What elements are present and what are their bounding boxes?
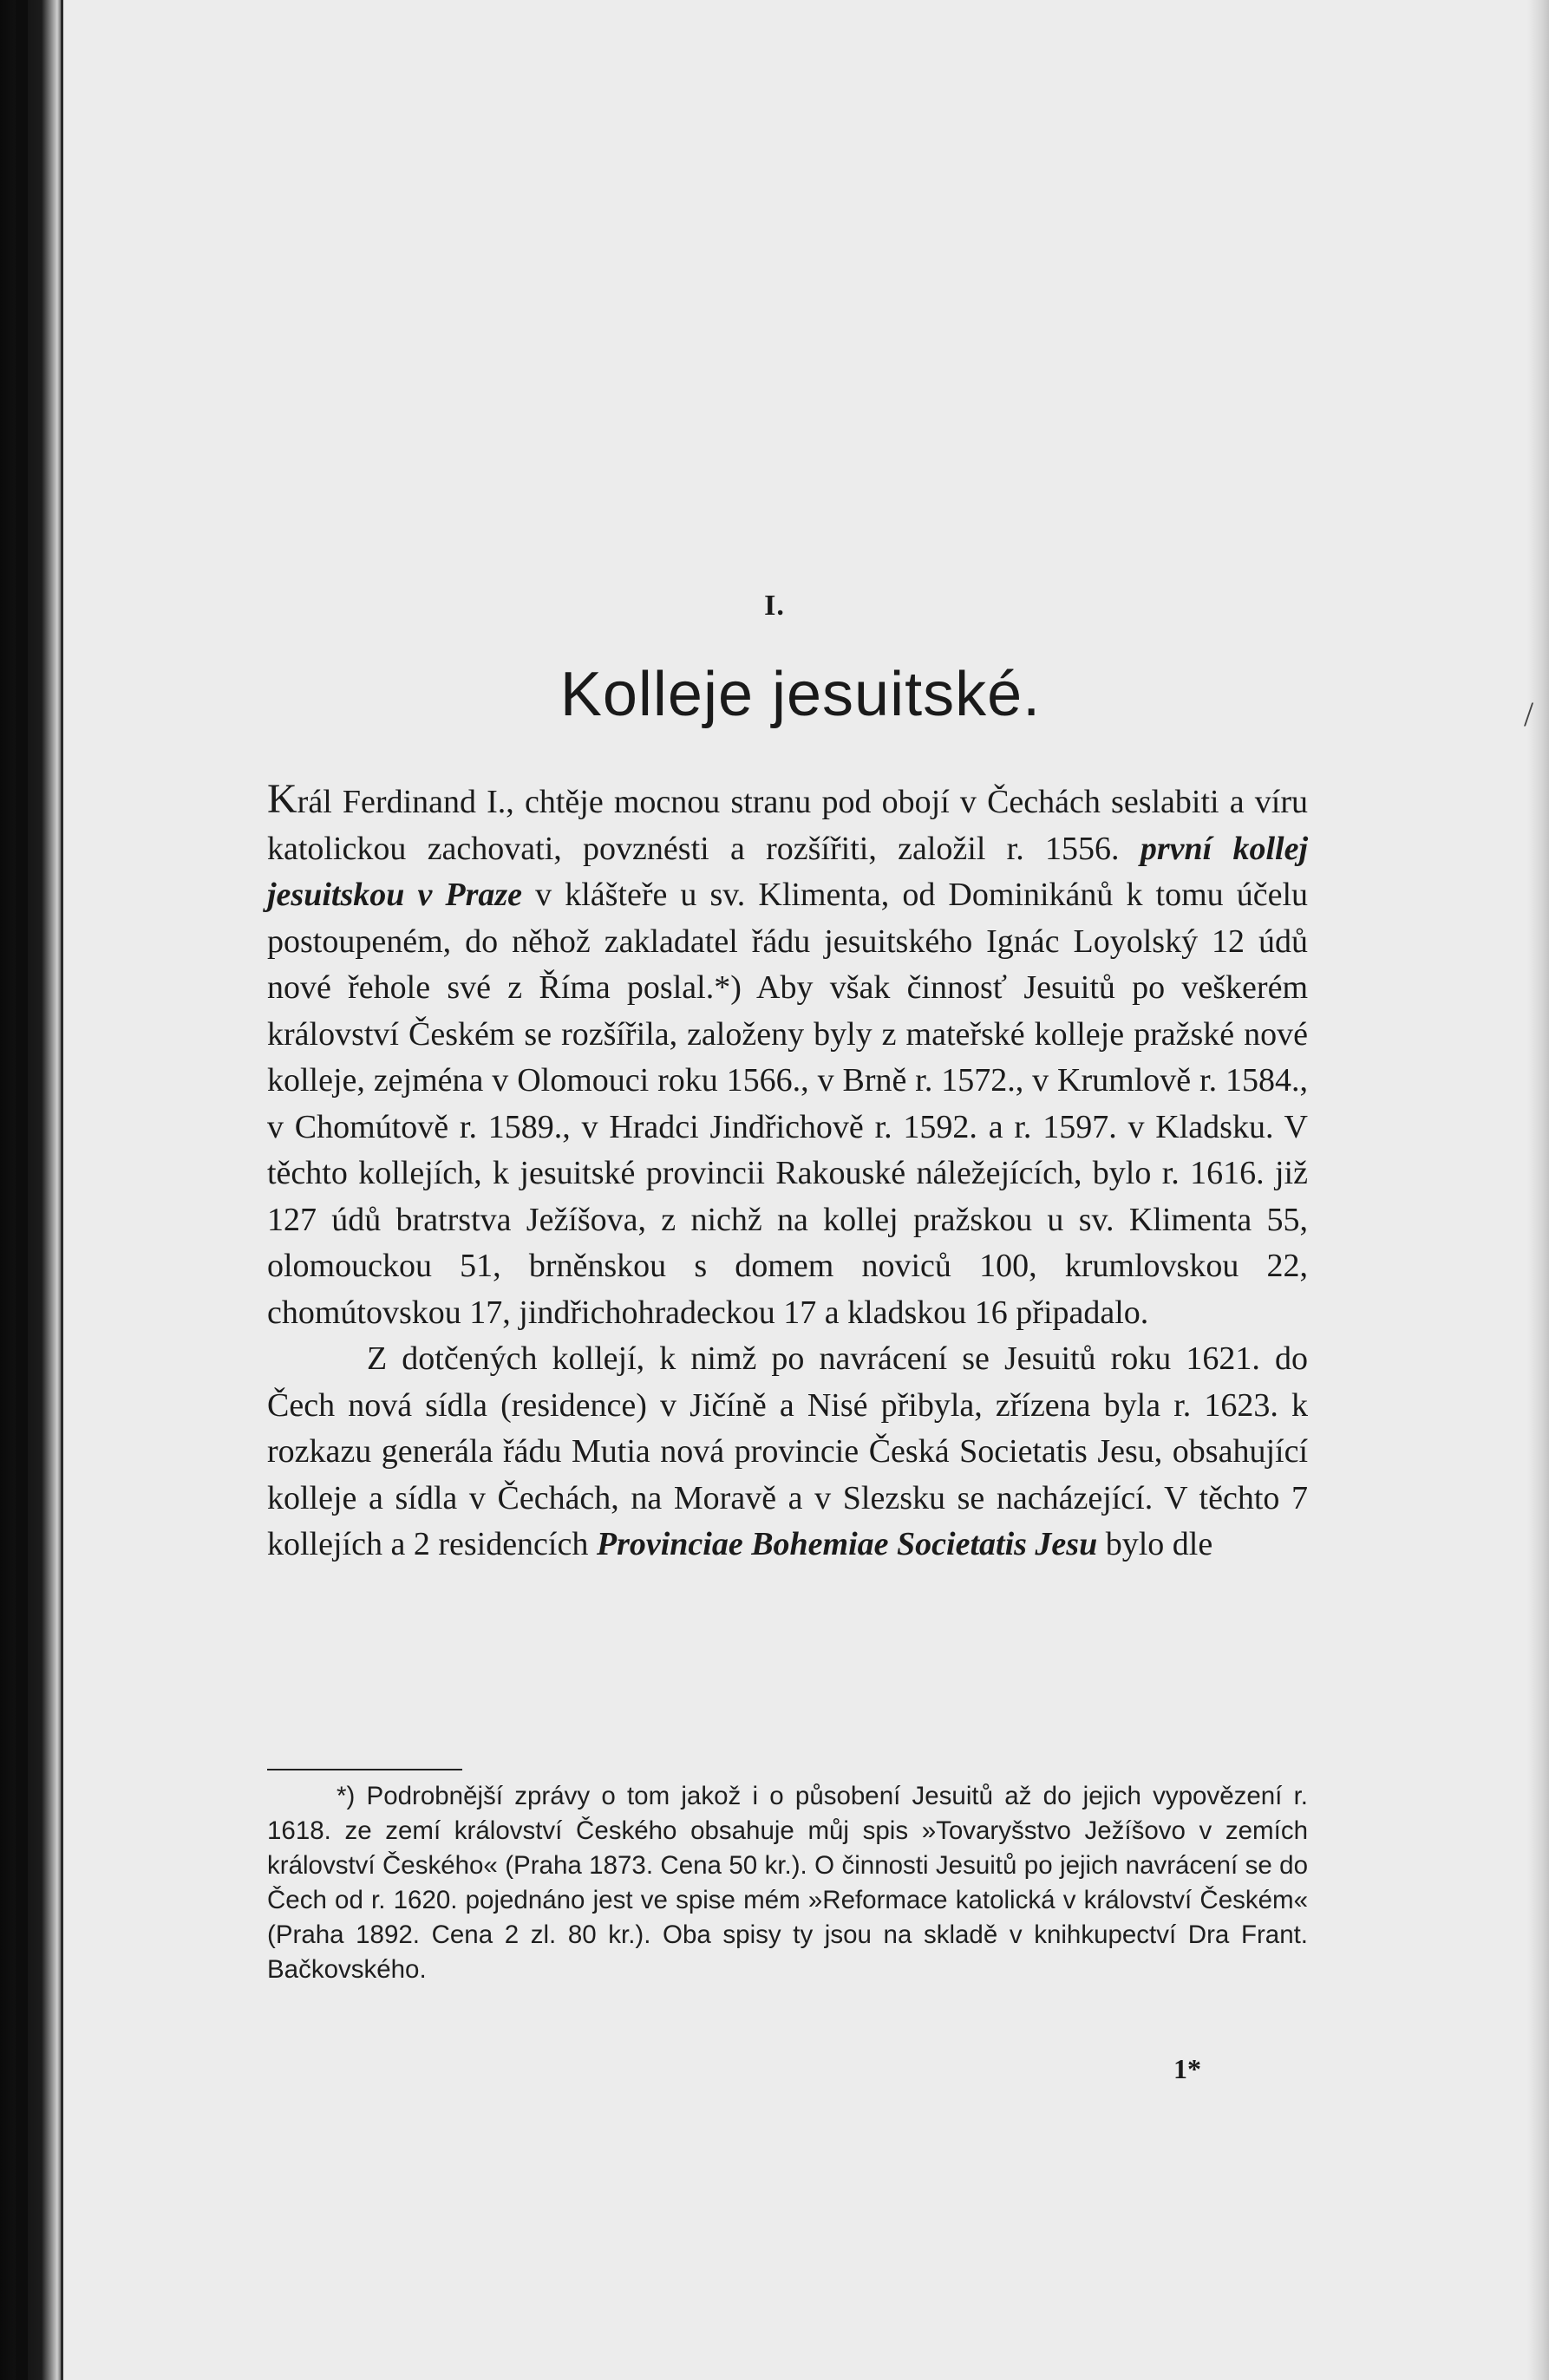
footnote-text: *) Podrobnější zprávy o tom jakož i o působení Jesuitů až do jejich vypovězení r. 1618. ze zemí království Českého obsahuje můj spis »Tovaryšstvo Ježíšovo v zemích království Českého« (Praha 1873. Cena 50 kr.). O činnosti Jesuitů po jejich navrácení se do Čech od r. 1620. pojednáno jest ve spise mém »Reformace katolická v království Českém« (Praha 1892. Cena 2 zl. 80 kr.). Oba spisy ty jsou na skladě v knihkupectví Dra Frant. Bačkovského. xyxy=(267,1782,1308,1984)
paragraph-2 xyxy=(267,1336,1308,1568)
paragraph-2-emphasis: Provinciae Bohemiae Societatis Jesu xyxy=(596,1526,1098,1562)
body-text xyxy=(267,776,1308,1568)
page-right-edge xyxy=(1527,0,1549,2380)
margin-mark: / xyxy=(1524,694,1534,734)
chapter-number: I. xyxy=(764,590,785,622)
book-page xyxy=(61,0,1549,2380)
paragraph-1-emphasis: první kollej jesuitskou v Praze xyxy=(267,830,1309,913)
signature-mark: 1* xyxy=(1173,2053,1201,2084)
paragraph-2-text-b: bylo dle xyxy=(1105,1526,1213,1562)
footnote-divider xyxy=(267,1769,462,1770)
footnote xyxy=(267,1779,1308,1987)
paragraph-1 xyxy=(267,776,1308,1336)
initial-letter: K xyxy=(267,776,297,822)
paragraph-1-text-b: v klášteře u sv. Klimenta, od Dominikánů k tomu účelu postoupeném, do něhož zakladatel řádu jesuitského Ignác Loyolský 12 údů nové řehole své z Říma poslal.*) Aby však činnosť Jesuitů po veškerém království Českém se rozšířila, založeny byly z mateřské kolleje pražské nové kolleje, zejména v Olomouci roku 1566., v Brně r. 1572., v Krumlově r. 1584., v Chomútově r. 1589., v Hradci Jindřichově r. 1592. a r. 1597. v Kladsku. V těchto kollejích, k jesuitské provincii Rakouské náležejících, bylo r. 1616. již 127 údů bratrstva Ježíšova, z nichž na kollej pražskou u sv. Klimenta 55, olomouckou 51, brněnskou s domem noviců 100, krumlovskou 22, chomútovskou 17, jindřichohradeckou 17 a kladskou 16 připadalo. xyxy=(267,877,1309,1331)
paragraph-1-text-a: rál Ferdinand I., chtěje mocnou stranu pod obojí v Čechách seslabiti a víru katolickou zachovati, povznésti a rozšířiti, založil r. 1556. xyxy=(267,784,1308,867)
paragraph-2-text-a: Z dotčených kollejí, k nimž po navrácení se Jesuitů roku 1621. do Čech nová sídla (residence) v Jičíně a Nisé přibyla, zřízena byla r. 1623. k rozkazu generála řádu Mutia nová provincie Česká Societatis Jesu, obsahující kolleje a sídla v Čechách, na Moravě a v Slezsku se nacházející. V těchto 7 kollejích a 2 residencích xyxy=(267,1340,1308,1562)
chapter-title: Kolleje jesuitské. xyxy=(559,660,1042,729)
